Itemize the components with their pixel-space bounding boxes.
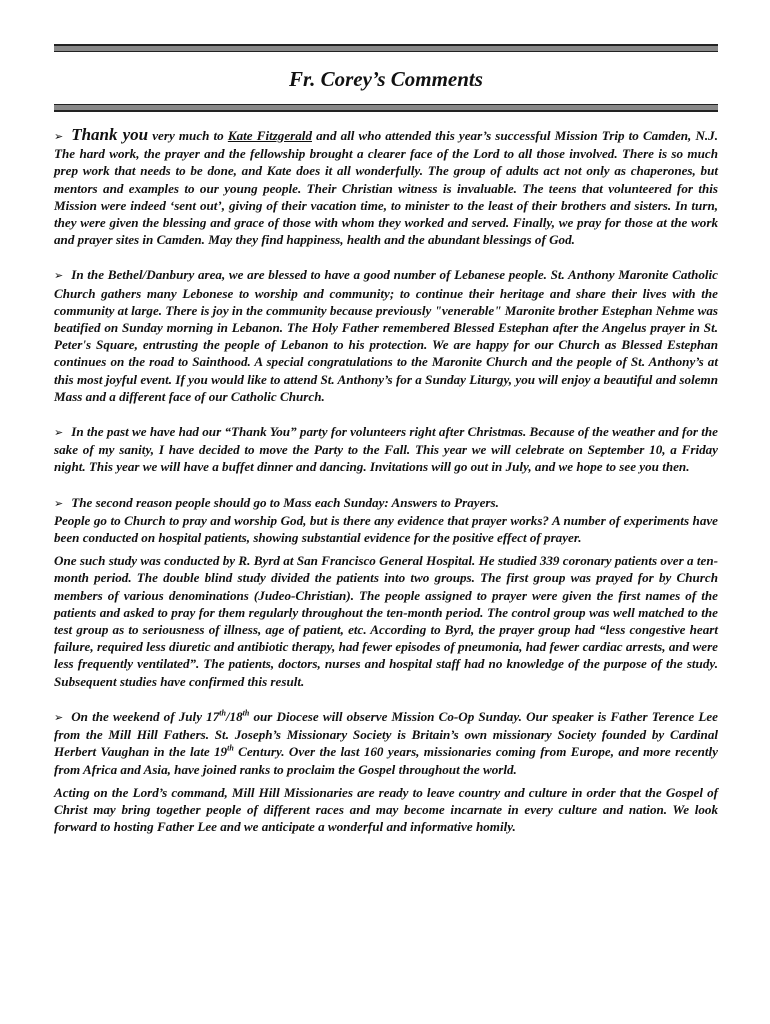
page-title: Fr. Corey’s Comments (289, 67, 483, 91)
paragraph-mission-trip: ➢ Thank you very much to Kate Fitzgerald and all who attended this year’s successful Mission Trip to Camden, N.J. The hard work, the prayer and the fellowship brought a clearer face of the Lord to all those involved. There is so much prep work that needs to be done, and Kate does it all wonderfully. The group of adults act not only as chaperones, but mentors and examples to our young people. Their Christian witness is invaluable. The teens that volunteered for this Mission were indeed ‘sent out’, giving of their vacation time, to minister to the least of their brothers and sisters. In turn, they were given the blessing and grace of those with whom they worked and served. Finally, we pray for those at the work and prayer sites in Camden. May they find happiness, health and the abundant blessings of God. (54, 125, 718, 248)
paragraph-mill-hill: Acting on the Lord’s command, Mill Hill Missionaries are ready to leave country and culture in order that the Gospel of Christ may bring together people of different races and may become incarnate in every culture and nation. We look forward to hosting Father Lee and we anticipate a wonderful and informative homily. (54, 784, 718, 835)
thank-you-lead: Thank you (71, 125, 149, 144)
paragraph-prayer-intro: People go to Church to pray and worship God, but is there any evidence that prayer works? A number of experiments have been conducted on hospital patients, showing substantial evidence for the positive effect of prayer. (54, 512, 718, 546)
arrow-bullet-icon: ➢ (54, 269, 64, 283)
paragraph-thank-you-party: ➢ In the past we have had our “Thank You” party for volunteers right after Christmas. Because of the weather and for the sake of my sanity, I have decided to move the Party to the Fall. This year we will celebrate on September 10, a Friday night. This year we will have a buffet dinner and dancing. Invitations will go out in July, and we hope to see you then. (54, 424, 718, 475)
paragraph-mission-coop: ➢ On the weekend of July 17th/18th our Diocese will observe Mission Co-Op Sunday. Our speaker is Father Terence Lee from the Mill Hill Fathers. St. Joseph’s Missionary Society is Britain’s own missionary Society founded by Cardinal Herbert Vaughan in the late 19th Century. Over the last 160 years, missionaries coming from Europe, and more recently from Africa and Asia, have joined ranks to proclaim the Gospel throughout the world. (54, 708, 718, 777)
arrow-bullet-icon: ➢ (54, 130, 64, 143)
paragraph-maronite: ➢ In the Bethel/Danbury area, we are blessed to have a good number of Lebanese people. St. Anthony Maronite Catholic Church gathers many Lebonese to worship and community; to continue their heritage and share their lives with the community at large. There is joy in the community because previously "venerable" Maronite brother Estephan Nehme was beatified on Sunday morning in Lebanon. The Holy Father remembered Blessed Estephan after the Angelus prayer in St. Peter's Square, entrusting the people of Lebanon to his protection. We are happy for our Church as Blessed Estephan continues on the road to Sainthood. A special congratulations to the Maronite Church and the people of St. Anthony’s at this most joyful event. If you would like to attend St. Anthony’s for a Sunday Liturgy, you will enjoy a beautiful and solemn Mass and a different face of our Catholic Church. (54, 267, 718, 404)
kate-fitzgerald-name: Kate Fitzgerald (227, 128, 312, 143)
newsletter-page (54, 44, 718, 835)
arrow-bullet-icon: ➢ (54, 496, 64, 510)
top-double-rule (54, 44, 718, 52)
article-body (54, 126, 718, 835)
arrow-bullet-icon: ➢ (54, 710, 64, 724)
arrow-bullet-icon: ➢ (54, 426, 64, 440)
paragraph-prayer-lead: ➢ The second reason people should go to Mass each Sunday: Answers to Prayers. (54, 494, 499, 510)
paragraph-byrd-study: One such study was conducted by R. Byrd at San Francisco General Hospital. He studied 339 coronary patients over a ten-month period. The double blind study divided the patients into two groups. The first group was prayed for by Church members of various denominations (Judeo-Christian). The people assigned to prayer were given the first names of the patients and asked to pray for them regularly throughout the ten-month period. The control group was well matched to the test group as to seriousness of illness, age of patient, etc. According to Byrd, the prayer group had “less congestive heart failure, required less diuretic and antibiotic therapy, had fewer episodes of pneumonia, had fewer cardiac arrests, and were less frequently ventilated”. The patients, doctors, nurses and hospital staff had no knowledge of the purpose of the study. Subsequent studies have confirmed this result. (54, 553, 718, 689)
bottom-double-rule (54, 104, 718, 112)
